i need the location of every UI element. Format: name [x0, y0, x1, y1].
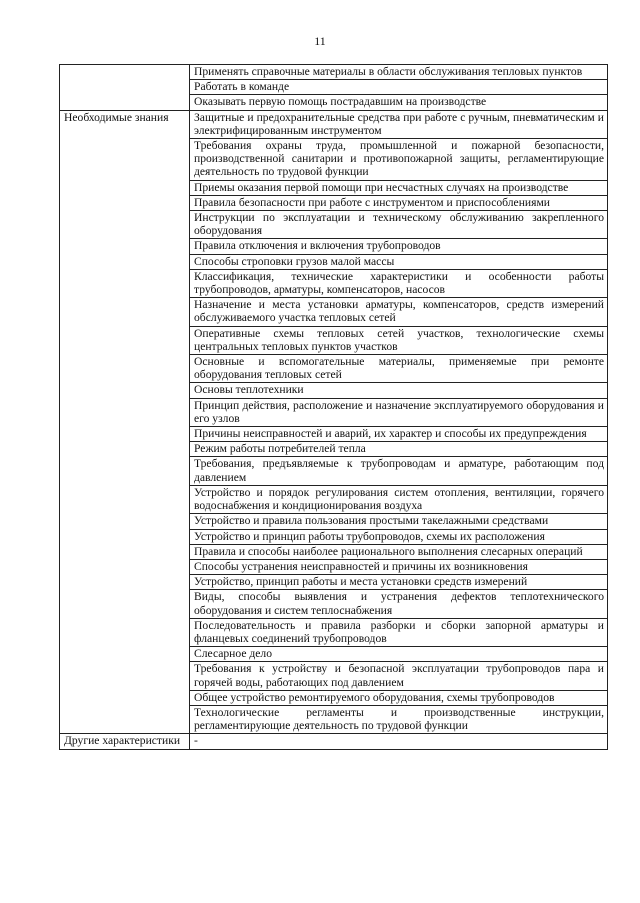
requirement-cell: Последовательность и правила разборки и сборки запорной арматуры и фланцевых соединений трубопроводов — [190, 618, 608, 646]
requirement-cell: - — [190, 734, 608, 749]
table-row — [60, 65, 608, 80]
requirements-table-body — [60, 65, 608, 750]
requirement-cell: Общее устройство ремонтируемого оборудования, схемы трубопроводов — [190, 690, 608, 705]
requirement-cell: Устройство, принцип работы и места установки средств измерений — [190, 575, 608, 590]
requirement-cell: Защитные и предохранительные средства при работе с ручным, пневматическим и электрифицированным инструментом — [190, 110, 608, 138]
requirement-cell: Требования к устройству и безопасной эксплуатации трубопроводов пара и горячей воды, работающих под давлением — [190, 662, 608, 690]
requirement-cell: Основы теплотехники — [190, 383, 608, 398]
requirement-cell: Оказывать первую помощь пострадавшим на производстве — [190, 95, 608, 110]
table-row — [60, 110, 608, 138]
requirements-table — [59, 64, 608, 750]
requirement-cell: Способы устранения неисправностей и причины их возникновения — [190, 559, 608, 574]
requirement-cell: Правила безопасности при работе с инструментом и приспособлениями — [190, 195, 608, 210]
requirement-cell: Применять справочные материалы в области обслуживания тепловых пунктов — [190, 65, 608, 80]
requirement-cell: Слесарное дело — [190, 647, 608, 662]
requirement-cell: Классификация, технические характеристики и особенности работы трубопроводов, арматуры, компенсаторов, насосов — [190, 269, 608, 297]
requirement-cell: Требования, предъявляемые к трубопроводам и арматуре, работающим под давлением — [190, 457, 608, 485]
requirement-cell: Основные и вспомогательные материалы, применяемые при ремонте оборудования тепловых сетей — [190, 355, 608, 383]
requirement-cell: Устройство и правила пользования простыми такелажными средствами — [190, 514, 608, 529]
requirement-cell: Способы строповки грузов малой массы — [190, 254, 608, 269]
requirement-cell: Принцип действия, расположение и назначение эксплуатируемого оборудования и его узлов — [190, 398, 608, 426]
category-cell: Необходимые знания — [60, 110, 190, 734]
requirement-cell: Технологические регламенты и производственные инструкции, регламентирующие деятельность по трудовой функции — [190, 705, 608, 733]
requirement-cell: Причины неисправностей и аварий, их характер и способы их предупреждения — [190, 427, 608, 442]
requirement-cell: Инструкции по эксплуатации и техническому обслуживанию закрепленного оборудования — [190, 211, 608, 239]
requirement-cell: Требования охраны труда, промышленной и пожарной безопасности, производственной санитарии и противопожарной защиты, регламентирующие деятельность по трудовой функции — [190, 139, 608, 181]
table-row — [60, 734, 608, 749]
requirement-cell: Устройство и принцип работы трубопроводов, схемы их расположения — [190, 529, 608, 544]
category-cell: Другие характеристики — [60, 734, 190, 749]
category-cell — [60, 65, 190, 111]
requirement-cell: Режим работы потребителей тепла — [190, 442, 608, 457]
requirement-cell: Оперативные схемы тепловых сетей участков, технологические схемы центральных тепловых пунктов участков — [190, 326, 608, 354]
requirement-cell: Назначение и места установки арматуры, компенсаторов, средств измерений обслуживаемого участка тепловых сетей — [190, 298, 608, 326]
requirement-cell: Приемы оказания первой помощи при несчастных случаях на производстве — [190, 180, 608, 195]
requirement-cell: Виды, способы выявления и устранения дефектов теплотехнического оборудования и систем теплоснабжения — [190, 590, 608, 618]
requirement-cell: Правила отключения и включения трубопроводов — [190, 239, 608, 254]
requirement-cell: Работать в команде — [190, 80, 608, 95]
page-number: 11 — [314, 34, 326, 48]
requirement-cell: Правила и способы наиболее рационального выполнения слесарных операций — [190, 544, 608, 559]
requirement-cell: Устройство и порядок регулирования систем отопления, вентиляции, горячего водоснабжения и кондиционирования воздуха — [190, 485, 608, 513]
